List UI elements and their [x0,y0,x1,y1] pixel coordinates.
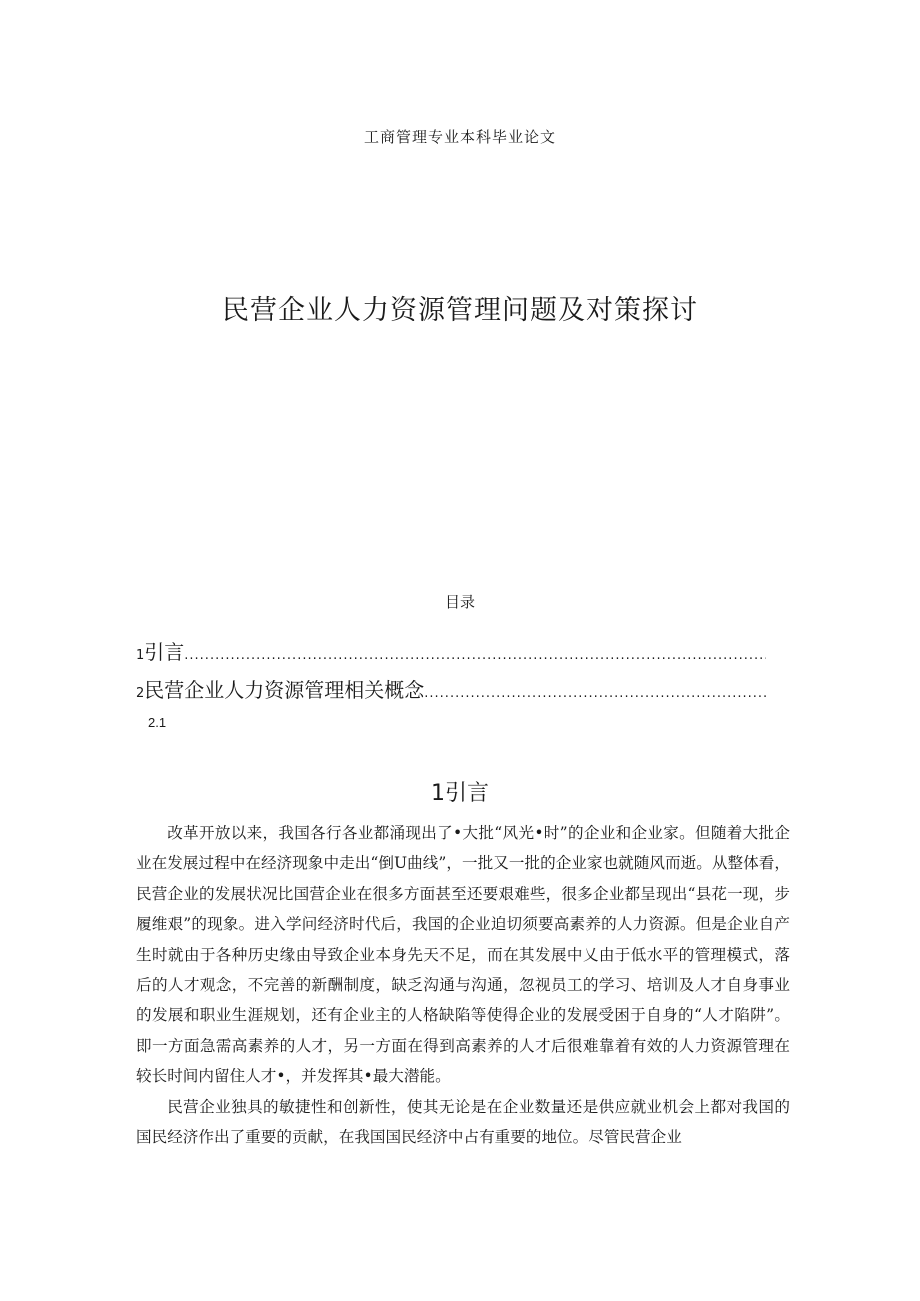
body-paragraph: 民营企业独具的敏捷性和创新性，使其无论是在企业数量还是供应就业机会上都对我国的国民经济作出了重要的贡献，在我国国民经济中占有重要的地位。尽管民营企业 [136,1097,790,1147]
section-heading: 1引言 [431,781,489,806]
toc-entry-introduction[interactable] [136,636,766,665]
toc-entry-number: 1 [136,648,145,663]
body-paragraph: 改革开放以来，我国各行各业都涌现出了•大批“风光•时”的企业和企业家。但随着大批企业在发展过程中在经济现象中走出“倒U曲线”，一批又一批的企业家也就随风而逝。从整体看，民营企业的发展状况比国营企业在很多方面甚至还要艰难些，很多企业都呈现出“县花一现，步履维艰”的现象。进入学问经济时代后，我国的企业迫切须要高素养的人力资源。但是企业自产生时就由于各种历史缘由导致企业本身先天不足，而在其发展中乂由于低水平的管理模式，落后的人才观念，不完善的新酬制度，缺乏沟通与沟通，忽视员工的学习、培训及人才自身事业的发展和职业生涯规划，还有企业主的人格缺陷等使得企业的发展受困于自身的“人才陷阱”。即一方面急需高素养的人才，另一方面在得到高素养的人才后很难靠着有效的人力资源管理在较长时间内留住人才•，并发挥其•最大潜能。 [136,824,790,1086]
thesis-title: 民营企业人力资源管理问题及对策探讨 [222,295,698,326]
toc-leader-dots [424,686,766,701]
toc-entry-label: 民营企业人力资源管理相关概念 [144,678,425,702]
toc-leader-dots [184,648,766,663]
toc-sub-entry[interactable]: 2.1 [148,715,167,730]
section-body [136,818,790,1152]
toc-entry-concepts[interactable] [136,674,766,703]
toc-entry-number: 2 [136,686,145,701]
toc-entry-label: 引言 [144,640,185,664]
toc-heading: 目录 [444,593,475,611]
thesis-subtitle: 工商管理专业本科毕业论文 [363,128,556,146]
